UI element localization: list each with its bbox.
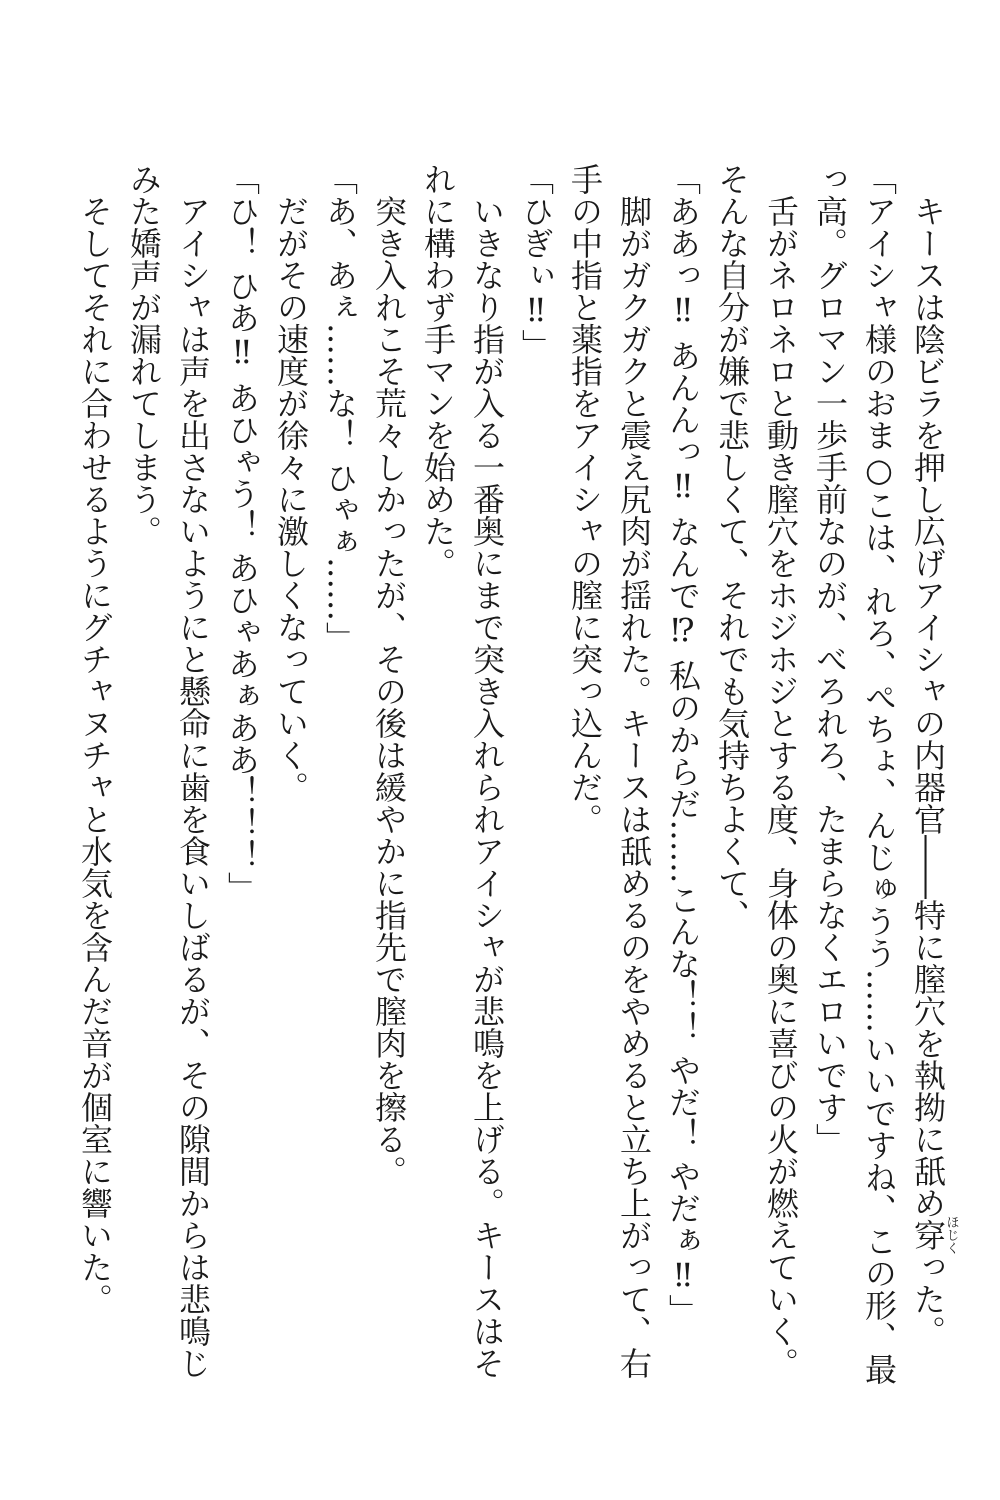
- paragraph-narration: 突き入れこそ荒々しかったが、その後は緩やかに指先で膣肉を擦る。: [370, 195, 408, 1187]
- paragraph-narration: アイシャは声を出さないようにと懸命に歯を食いしばるが、その隙間からは悲鳴じみた嬌声が漏れてしまう。: [125, 163, 212, 1379]
- paragraph-dialogue: 「ああっ‼ あんんっ‼ なんで⁉ 私のからだ……こんな！！ やだ！ やだぁ‼」: [664, 163, 702, 1326]
- paragraph-narration: そしてそれに合わせるようにグチャヌチャと水気を含んだ音が個室に響いた。: [76, 195, 114, 1315]
- ruby-annotation: 穿ほじく: [909, 1215, 959, 1255]
- paragraph-narration: キースは陰ビラを押し広げアイシャの内器官――特に膣穴を執拗に舐め穿ほじくった。: [909, 195, 959, 1347]
- paragraph-dialogue: 「あ、あぇ……な！ ひゃぁ……」: [321, 163, 359, 654]
- paragraph-narration: だがその速度が徐々に激しくなっていく。: [272, 195, 310, 803]
- vertical-text-body: [38, 163, 958, 1393]
- paragraph-narration: 脚がガクガクと震え尻肉が揺れた。キースは舐めるのをやめると立ち上がって、右手の中指と薬指をアイシャの膣に突っ込んだ。: [566, 163, 653, 1379]
- paragraph-narration: いきなり指が入る一番奥にまで突き入れられアイシャが悲鳴を上げる。キースはそれに構わず手マンを始めた。: [419, 163, 506, 1379]
- paragraph-dialogue: 「アイシャ様のおま○こは、れろ、ぺちょ、んじゅうう……いいですね、この形、最っ高。グロマン一歩手前なのが、べろれろ、たまらなくエロいです」: [811, 163, 898, 1385]
- paragraph-dialogue: 「ひ！ ひあ‼ あひゃう！ あひゃあぁああ！！！」: [223, 163, 261, 904]
- ruby-reading: ほじく: [943, 1215, 959, 1255]
- paragraph-dialogue: 「ひぎぃ‼」: [517, 163, 555, 361]
- paragraph-narration: 舌がネロネロと動き膣穴をホジホジとする度、身体の奥に喜びの火が燃えていく。そんな自分が嫌で悲しくて、それでも気持ちよくて、: [713, 163, 800, 1379]
